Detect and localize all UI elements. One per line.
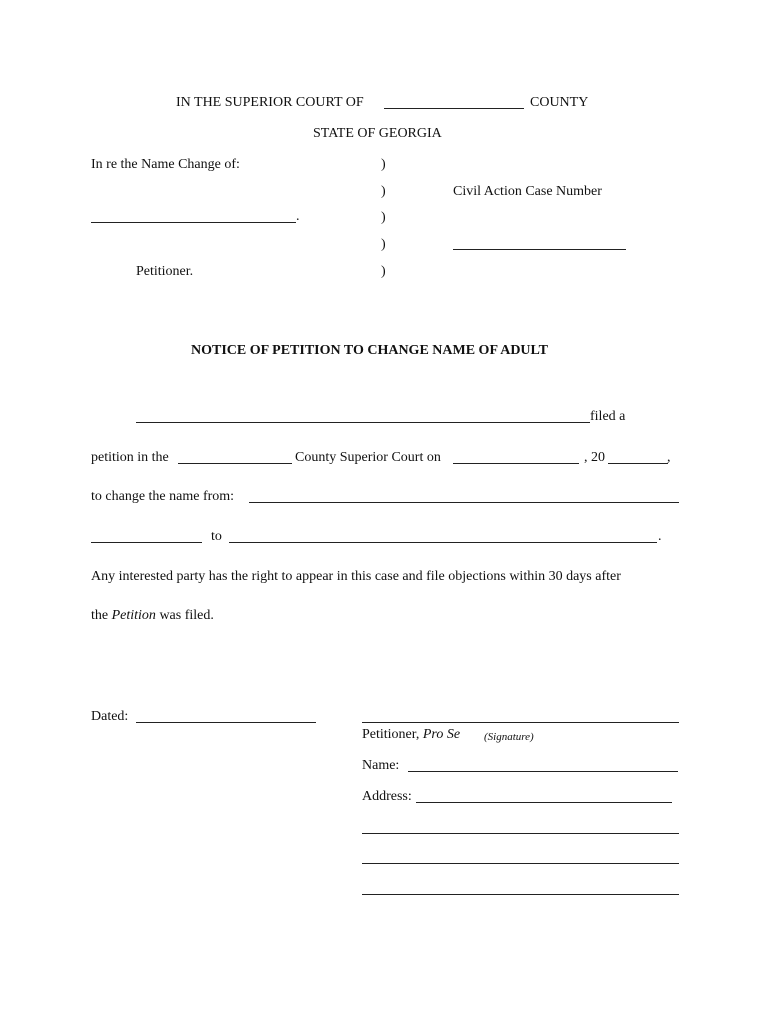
case-number-blank[interactable] — [453, 249, 626, 250]
rights-text: Any interested party has the right to appear in this case and file objections within 30 days after — [91, 569, 621, 584]
court-prefix: IN THE SUPERIOR COURT OF — [176, 95, 364, 110]
petitioner-blank[interactable] — [136, 422, 590, 423]
rights-text-continued: the Petition was filed. — [91, 608, 214, 623]
new-name-period: . — [658, 529, 662, 544]
old-name-blank[interactable] — [249, 502, 679, 503]
case-number-label: Civil Action Case Number — [453, 184, 602, 199]
address-label: Address: — [362, 789, 412, 804]
court-county-word: COUNTY — [530, 95, 589, 110]
petition-word: Petition — [111, 608, 156, 623]
dated-label: Dated: — [91, 709, 129, 724]
caption-paren: ) — [381, 184, 386, 199]
caption-paren: ) — [381, 157, 386, 172]
filing-date-blank[interactable] — [453, 463, 579, 464]
name-blank[interactable] — [408, 771, 678, 772]
signature-line[interactable] — [362, 722, 679, 723]
to-text: to — [211, 529, 222, 544]
county-blank[interactable] — [178, 463, 292, 464]
address-line-2[interactable] — [362, 833, 679, 834]
petitioner-label: Petitioner. — [136, 264, 194, 279]
filed-a-text: filed a — [590, 409, 626, 424]
dated-blank[interactable] — [136, 722, 316, 723]
new-name-blank[interactable] — [229, 542, 657, 543]
county-superior-court-text: County Superior Court on — [295, 450, 441, 465]
name-label: Name: — [362, 758, 400, 773]
petition-in-the-text: petition in the — [91, 450, 169, 465]
petitioner-name-blank[interactable] — [91, 222, 296, 223]
state-heading: STATE OF GEORGIA — [313, 126, 442, 141]
signature-note: (Signature) — [484, 731, 534, 743]
petitioner-pro-se-label: Petitioner, Pro Se — [362, 727, 461, 742]
year-prefix: , 20 — [584, 450, 605, 465]
address-line-4[interactable] — [362, 894, 679, 895]
old-name-continued-blank[interactable] — [91, 542, 202, 543]
change-name-from-text: to change the name from: — [91, 489, 235, 504]
address-line-3[interactable] — [362, 863, 679, 864]
caption-paren: ) — [381, 210, 386, 225]
year-comma: , — [667, 450, 671, 465]
year-blank[interactable] — [608, 463, 668, 464]
in-re-label: In re the Name Change of: — [91, 157, 240, 172]
county-name-blank[interactable] — [384, 108, 524, 109]
name-period: . — [296, 209, 300, 224]
document-title: NOTICE OF PETITION TO CHANGE NAME OF ADULT — [191, 343, 548, 358]
address-blank[interactable] — [416, 802, 672, 803]
caption-paren: ) — [381, 237, 386, 252]
caption-paren: ) — [381, 264, 386, 279]
